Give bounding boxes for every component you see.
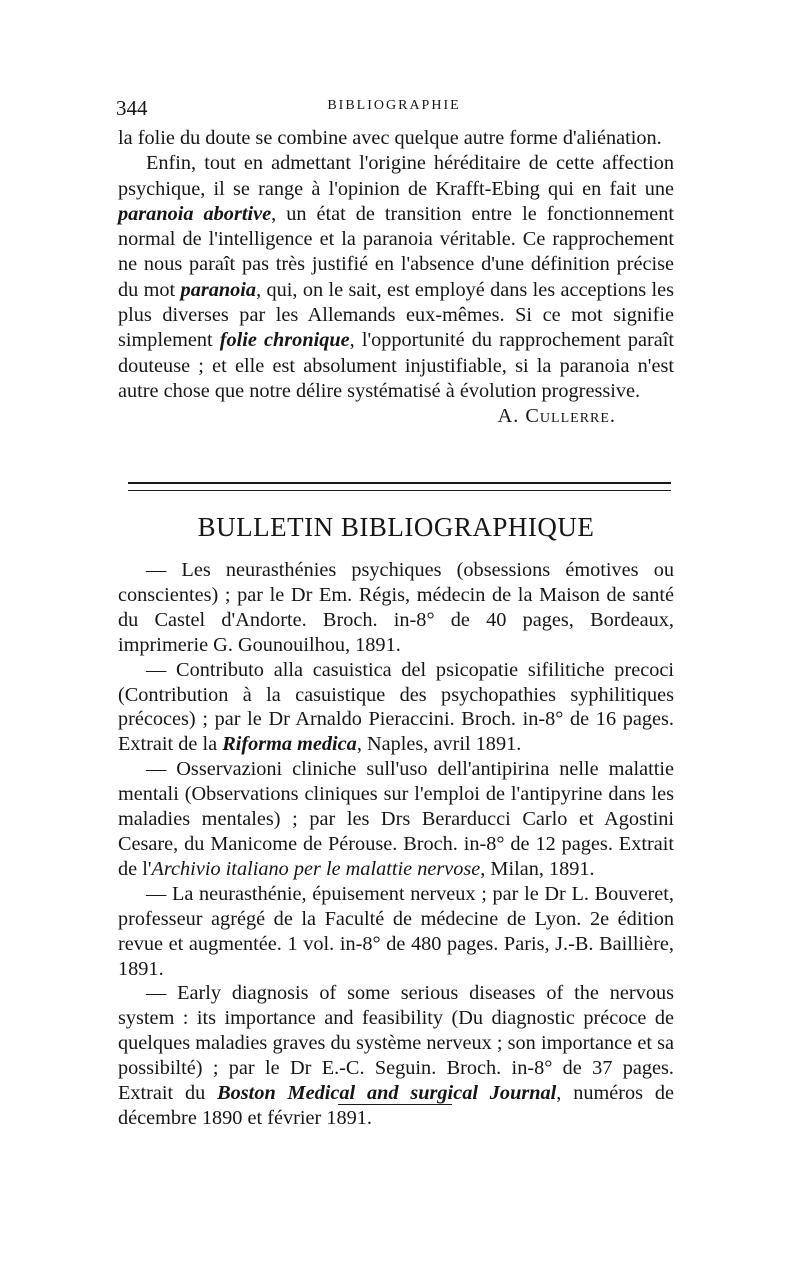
text-run: — Contributo alla casuistica del psicopatie sifilitiche precoci (Contribution à la casuistique des psychopathies syphilitiques précoces) ; par le Dr Arnaldo Pieraccini. Broch. in-8° de 16 pages. Extrait de la xyxy=(118,658,674,756)
closing-rule xyxy=(338,1104,452,1105)
page-number: 344 xyxy=(116,96,148,120)
italic-title: Riforma medica xyxy=(222,733,357,756)
paragraph-continuation: la folie du doute se combine avec quelque autre forme d'aliénation. xyxy=(118,127,662,149)
bulletin-entry xyxy=(118,658,674,758)
section-title: BULLETIN BIBLIOGRAPHIQUE xyxy=(197,512,595,542)
text-run: , l'opportunité du rapprochement paraît douteuse ; et elle est absolument injustifiable, si la paranoia n'est autre chose que notre délire systématisé à évolution progressive. xyxy=(118,329,674,402)
text-run: , un état de transition entre le fonctionnement normal de l'intelligence et la paranoia véritable. Ce rapprochement ne nous paraît pas très justifié en l'absence d'une définition précise du mot xyxy=(118,202,674,301)
text-run: — Early diagnosis of some serious diseases of the nervous system : its importance and feasibility (Du diagnostic précoce de quelques maladies graves du système nerveux ; son importance et sa possibilté) ; par le Dr E.-C. Seguin. Broch. in-8° de 37 pages. Extrait du xyxy=(118,982,674,1105)
italic-term: paranoia xyxy=(180,278,257,301)
text-run: — Osservazioni cliniche sull'uso dell'antipirina nelle malattie mentali (Observations cliniques sur l'emploi de l'antipyrine dans les maladies mentales) ; par les Drs Berarducci Carlo et Agostini Cesare, du Manicome de Pérouse. Broch. in-8° de 12 pages. Extrait de l' xyxy=(118,758,674,880)
page-header xyxy=(116,96,672,122)
italic-title: Boston Medical and surgical Journal xyxy=(217,1082,557,1105)
bulletin-entry: — La neurasthénie, épuisement nerveux ; par le Dr L. Bouveret, professeur agrégé de la Faculté de médecine de Lyon. 2e édition revue et augmentée. 1 vol. in-8° de 480 pages. Paris, J.-B. Baillière, 1891. xyxy=(118,882,674,980)
bulletin-entry: — Les neurasthénies psychiques (obsessions émotives ou conscientes) ; par le Dr Em. Régis, médecin de la Maison de santé du Castel d'Andorte. Broch. in-8° de 40 pages, Bordeaux, imprimerie G. Gounouilhou, 1891. xyxy=(118,559,674,656)
section-divider xyxy=(128,482,671,491)
text-run: Enfin, tout en admettant l'origine héréditaire de cette affection psychique, il se range à l'opinion de Krafft-Ebing qui en fait une xyxy=(118,152,674,200)
bulletin-entry xyxy=(118,757,674,882)
italic-title: Archivio italiano per le malattie nervose xyxy=(151,857,481,880)
italic-term: paranoia abortive xyxy=(118,202,272,225)
text-run: , qui, on le sait, est employé dans les acceptions les plus diverses par les Allemands eux-mêmes. Si ce mot signifie simplement xyxy=(118,278,674,352)
bulletin-entry xyxy=(118,981,674,1130)
author-signature: A. Cullerre. xyxy=(497,405,616,428)
review-article xyxy=(118,126,674,430)
bulletin-entries xyxy=(118,558,674,1131)
text-run: , Naples, avril 1891. xyxy=(356,733,522,756)
text-run: , Milan, 1891. xyxy=(480,857,595,880)
text-run: , numéros de décembre 1890 et février 1891. xyxy=(118,1082,674,1129)
running-head: BIBLIOGRAPHIE xyxy=(327,98,461,113)
italic-term: folie chronique xyxy=(219,329,350,352)
paragraph-enfin xyxy=(118,151,674,404)
